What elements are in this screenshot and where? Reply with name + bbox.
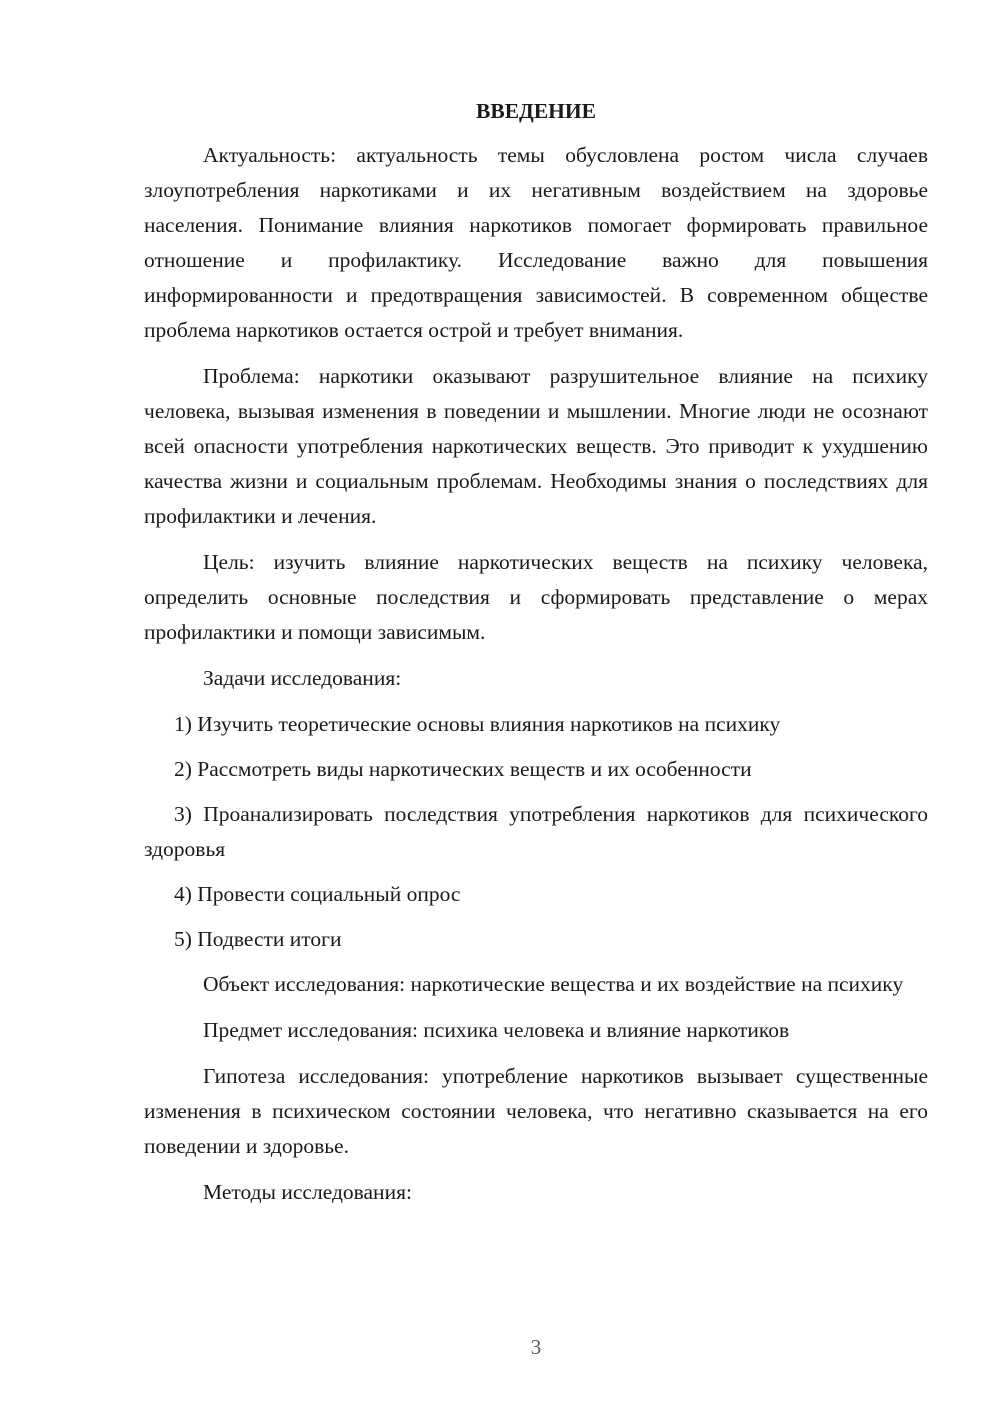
paragraph-methods: Методы исследования: (203, 1180, 412, 1204)
task-item: 2) Рассмотреть виды наркотических веществ и их особенности (174, 757, 752, 781)
paragraph-relevance: Актуальность: актуальность темы обусловлена ростом числа случаев злоупотребления наркотиками и их негативным воздействием на здоровье населения. Понимание влияния наркотиков помогает формировать правильное отношение и профилактику. Исследование важно для повышения информированности и предотвращения зависимостей. В современном обществе проблема наркотиков остается острой и требует внимания. (144, 143, 928, 342)
task-item: 1) Изучить теоретические основы влияния наркотиков на психику (174, 712, 781, 736)
page-content (144, 96, 928, 1221)
paragraph-hypothesis: Гипотеза исследования: употребление наркотиков вызывает существенные изменения в психическом состоянии человека, что негативно сказывается на его поведении и здоровье. (144, 1064, 928, 1158)
task-item: 5) Подвести итоги (174, 927, 342, 951)
paragraph-tasks-heading: Задачи исследования: (203, 666, 402, 690)
paragraph-goal: Цель: изучить влияние наркотических веществ на психику человека, определить основные последствия и сформировать представление о мерах профилактики и помощи зависимым. (144, 550, 928, 644)
paragraph-problem: Проблема: наркотики оказывают разрушительное влияние на психику человека, вызывая изменения в поведении и мышлении. Многие люди не осознают всей опасности употребления наркотических веществ. Это приводит к ухудшению качества жизни и социальным проблемам. Необходимы знания о последствиях для профилактики и лечения. (144, 364, 928, 528)
paragraph-subject: Предмет исследования: психика человека и влияние наркотиков (203, 1018, 790, 1042)
task-item: 4) Провести социальный опрос (174, 882, 461, 906)
paragraph-object: Объект исследования: наркотические вещества и их воздействие на психику (203, 972, 904, 996)
page-number: 3 (530, 1335, 542, 1359)
page-title: ВВЕДЕНИЕ (476, 99, 596, 123)
task-item: 3) Проанализировать последствия употребления наркотиков для психического здоровья (144, 802, 928, 861)
